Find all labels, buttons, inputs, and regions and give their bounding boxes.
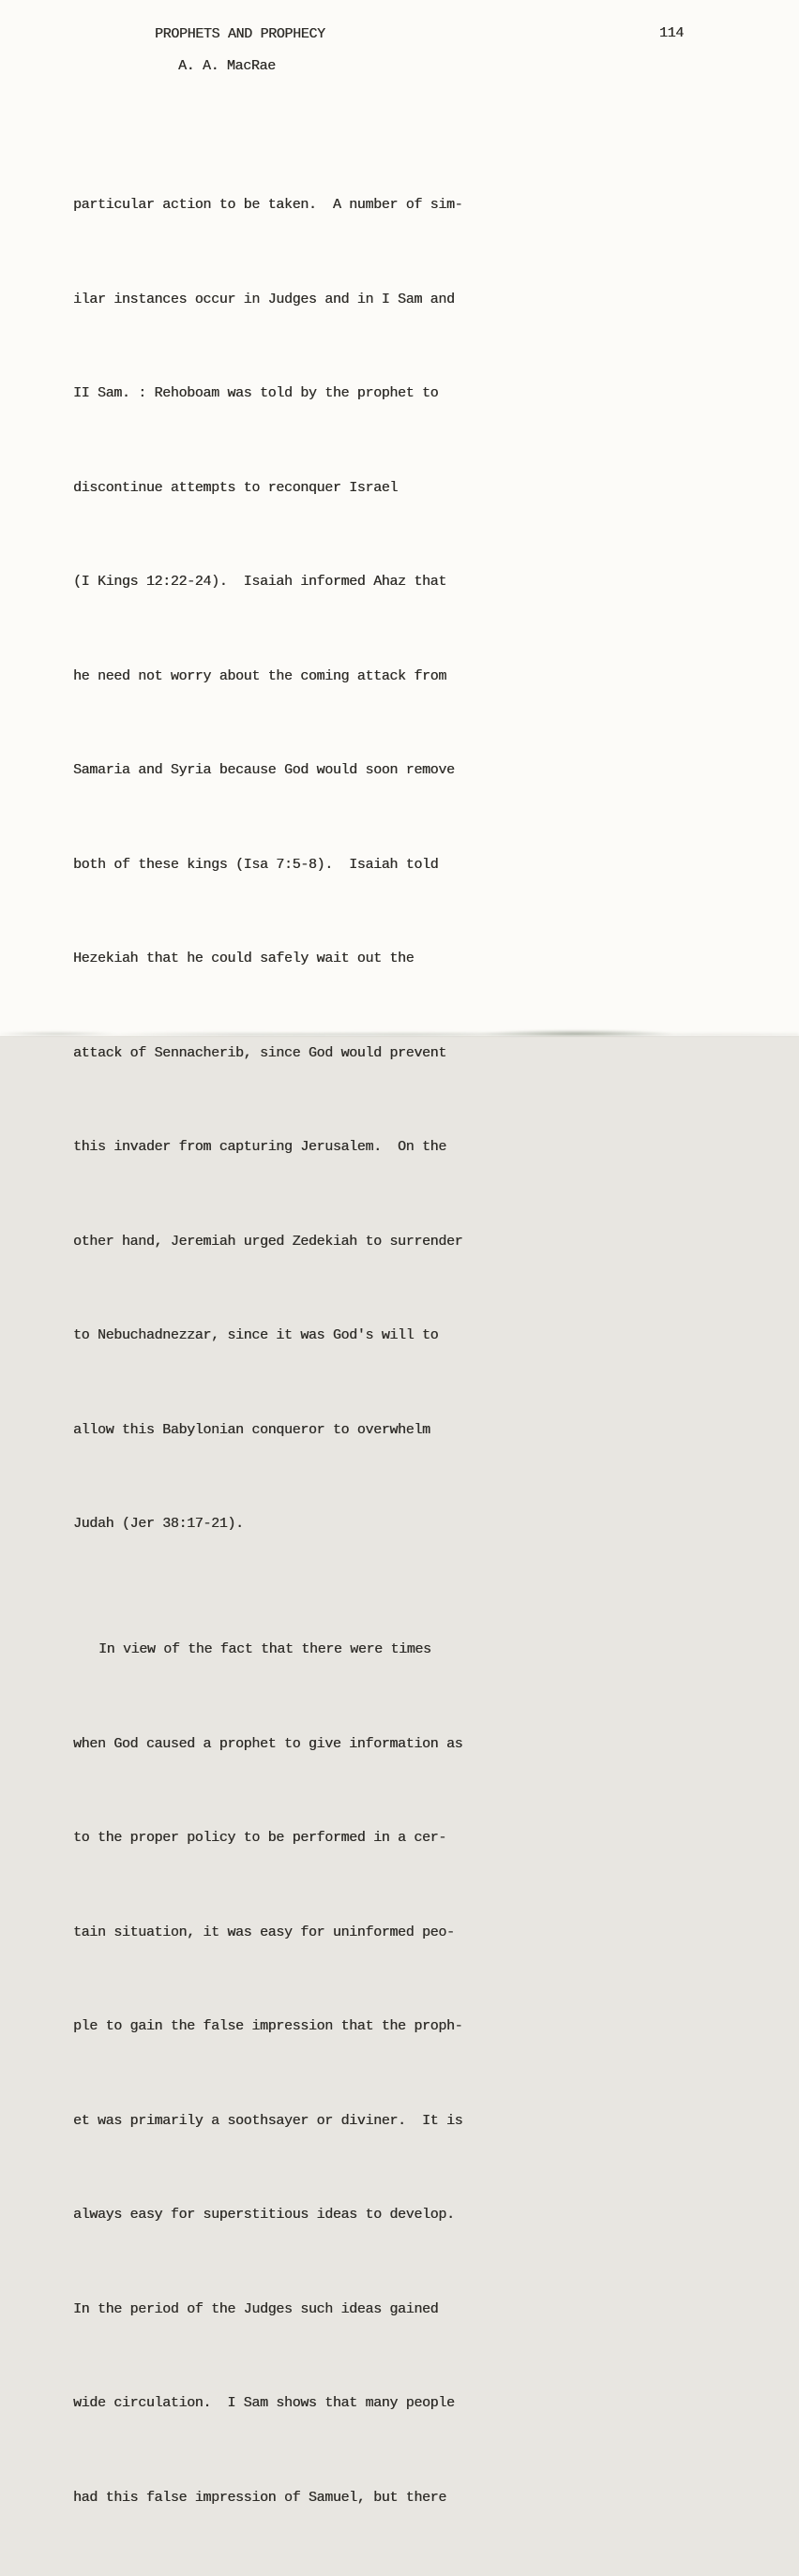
text-line: attack of Sennacherib, since God would prevent — [73, 1044, 446, 1061]
text-line: In the period of the Judges such ideas gained — [73, 2300, 439, 2317]
text-line: Samaria and Syria because God would soon remove — [73, 762, 455, 778]
text-line: tain situation, it was easy for uninformed peo- — [73, 1924, 455, 1940]
text-line: to the proper policy to be performed in a cer- — [73, 1830, 446, 1846]
text-line: Judah (Jer 38:17-21). — [73, 1516, 244, 1532]
text-line: other hand, Jeremiah urged Zedekiah to surrender — [73, 1233, 463, 1250]
text-line: this invader from capturing Jerusalem. On the — [73, 1139, 446, 1155]
text-line: et was primarily a soothsayer or diviner. It is — [73, 2112, 463, 2129]
text-line: to Nebuchadnezzar, since it was God's will to — [73, 1327, 439, 1343]
text-line: both of these kings (Isa 7:5-8). Isaiah told — [73, 856, 439, 873]
text-line: ilar instances occur in Judges and in I Sam and — [73, 291, 455, 307]
text-line: particular action to be taken. A number of sim- — [73, 197, 463, 213]
page-number: 114 — [659, 25, 684, 41]
text-line: had this false impression of Samuel, but there — [73, 2489, 446, 2506]
text-line: wide circulation. I Sam shows that many people — [73, 2395, 455, 2411]
text-line: ple to gain the false impression that the proph- — [73, 2018, 463, 2034]
text-line: In view of the fact that there were times — [98, 1641, 431, 1657]
page-title: PROPHETS AND PROPHECY — [155, 26, 325, 42]
text-line: he need not worry about the coming attack from — [73, 667, 446, 684]
text-line: II Sam. : Rehoboam was told by the prophet to — [73, 385, 439, 401]
text-line: discontinue attempts to reconquer Israel — [73, 479, 399, 496]
text-line: always easy for superstitious ideas to develop. — [73, 2207, 455, 2223]
text-line: Hezekiah that he could safely wait out the — [73, 951, 415, 966]
text-line: allow this Babylonian conqueror to overwhelm — [73, 1421, 430, 1438]
text-line: when God caused a prophet to give information as — [73, 1735, 463, 1752]
body-text — [73, 127, 462, 2576]
author-byline: A. A. MacRae — [178, 58, 276, 74]
text-line: (I Kings 12:22-24). Isaiah informed Ahaz that — [73, 574, 446, 590]
